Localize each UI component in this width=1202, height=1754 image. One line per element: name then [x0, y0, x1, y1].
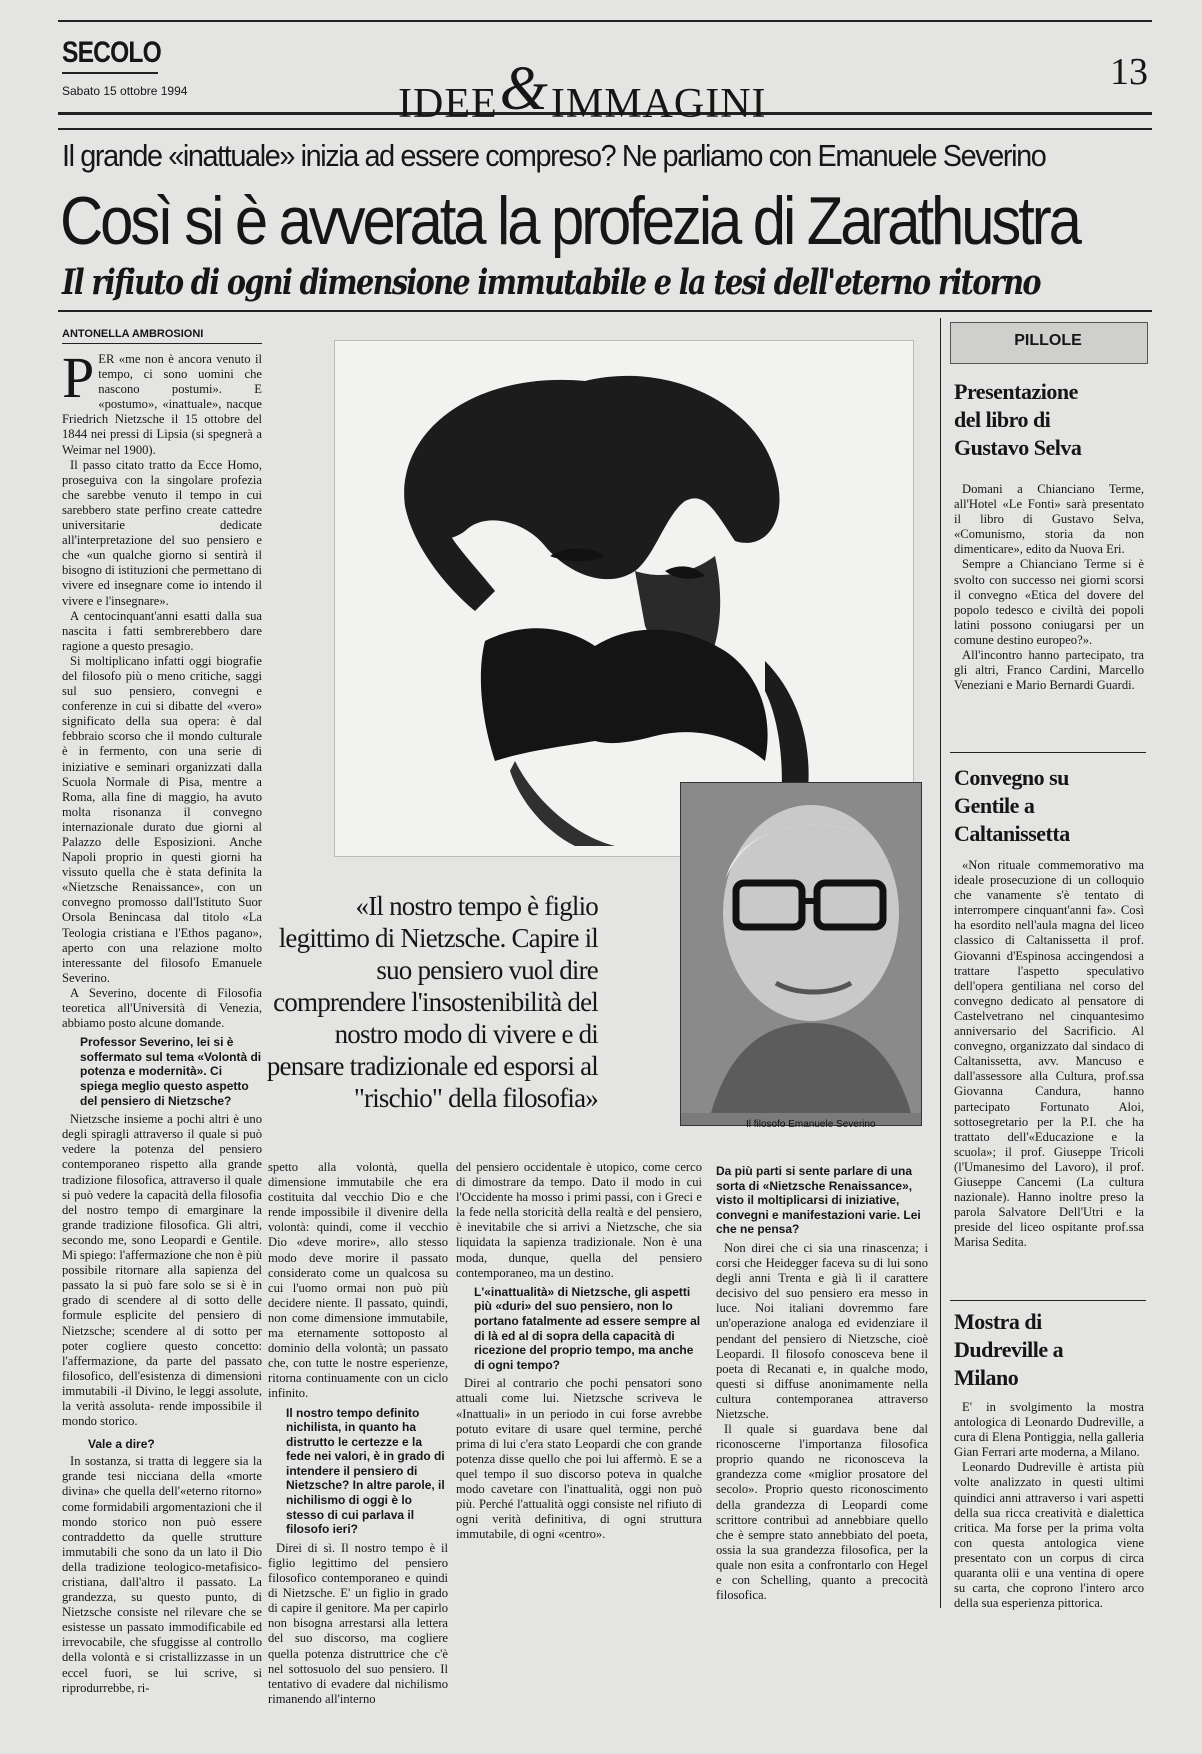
paper-name-underline — [62, 72, 158, 74]
article-column-3 — [456, 1160, 702, 1606]
sidebar-item-text — [954, 858, 1144, 1298]
article-column-4 — [716, 1160, 928, 1606]
article-column-2 — [268, 1160, 448, 1706]
sidebar-item-text — [954, 1400, 1144, 1611]
paragraph: Leonardo Dudreville è artista più volte analizzato in questi ultimi quindici anni attraverso i vari aspetti della sua ricca creatività e dialettica critica. Ma forse per la prima volta con questa antologica viene presentato con un corpus di circa quaranta olii e una ventina di opere su carta, che coprono l'intero arco della sua esperienza pittorica. — [954, 1460, 1144, 1611]
issue-date: Sabato 15 ottobre 1994 — [62, 84, 188, 98]
sidebar-separator — [950, 1300, 1146, 1301]
section-title — [398, 55, 767, 133]
nietzsche-portrait — [334, 340, 914, 857]
paragraph: ER «me non è ancora venuto il tempo, ci sono uomini che nascono postumi». E «postumo», «inattuale», nacque Friedrich Nietzsche il 15 ottobre del 1844 nei pressi di Lipsia (si spegnerà a Weimar nel 1900). — [62, 352, 262, 457]
paragraph: A centocinquant'anni esatti dalla sua nascita i fatti sembrerebbero dare ragione a questo presagio. — [62, 608, 262, 653]
sidebar-item-text — [954, 482, 1144, 718]
paragraph: E' in svolgimento la mostra antologica di Leonardo Dudreville, a cura di Elena Pontiggia, nella galleria Gian Ferrari arte moderna, a Milano. — [954, 1400, 1144, 1460]
sidebar-separator — [950, 752, 1146, 753]
sidebar-item-title: Convegno su Gentile a Caltanissetta — [954, 765, 1070, 846]
article-headline: Così si è avverata la profezia di Zarathustra — [60, 183, 1079, 259]
article-kicker: Il grande «inattuale» inizia ad essere compreso? Ne parliamo con Emanuele Severino — [62, 138, 1046, 173]
severino-photo-drawing — [681, 783, 921, 1113]
paragraph: Non direi che ci sia una rinascenza; i corsi che Heidegger faceva su di lui sono degli anni Trenta e già lì il carattere decisivo del suo pensiero era messo in luce. Noi italiani dovremmo fare un'operazione analoga ed evidenziare il pendant del pensiero di Nietzsche, cioè Leopardi. Il filosofo conosceva bene il poeta di Recanati e, in qualche modo, questi si diffuse anonimamente nella cultura contemporanea attraverso Nietzsche. — [716, 1240, 928, 1421]
top-rule — [58, 20, 1152, 22]
paragraph: In sostanza, si tratta di leggere sia la grande tesi nicciana della «morte divina» che quella dell'«eterno ritorno» come formidabili argomentazioni che il mondo storico non può essere contraddetto da quelle strutture immutabili che sono da un lato il Dio della tradizione teologico-metafisico-cristiana, dall'altro il passato. La grandezza, su questo punto, di Nietzsche consiste nel rilevare che se esistesse un passato immodificabile ed irrevocabile, che sfuggisse al controllo della volontà e si cristallizzasse in un eccel fuori, se lui scrive, si riprodurrebbe, ri- — [62, 1454, 262, 1695]
byline: ANTONELLA AMBROSIONI — [62, 328, 204, 340]
sidebar-item-title: Mostra di Dudreville a Milano — [954, 1309, 1064, 1390]
paragraph: spetto alla volontà, quella dimensione immutabile che era costituita dal vecchio Dio e che rende impossibile il divenire della volontà: quindi, come il vecchio Dio «deve morire», allo stesso modo deve morire il passato considerato come un qualcosa su cui l'uomo ormai non può più decidere niente. Il passato, quindi, non come dimensione immutabile, ma eternamente sottoposto al dominio della volontà; un passato che, con tutte le nostre esperienze, ritorna continuamente con un ciclo infinito. — [268, 1160, 448, 1401]
paragraph: A Severino, docente di Filosofia teoretica all'Università di Venezia, abbiamo posto alcune domande. — [62, 985, 262, 1031]
byline-rule — [62, 343, 262, 344]
pull-quote: «Il nostro tempo è figlio legittimo di Nietzsche. Capire il suo pensiero vuol dire comprendere l'insostenibilità del nostro modo di vivere e di pensare tradizionale ed esporsi al "rischio" della filosofia» — [266, 891, 598, 1113]
interview-question: Il nostro tempo definito nichilista, in quanto ha distrutto le certezze e la fede nei valori, è in grado di intendere il pensiero di Nietzsche? In altre parole, il nichilismo di oggi è lo stesso di cui parlava il filosofo ieri? — [286, 1405, 445, 1537]
paragraph: Nietzsche insieme a pochi altri è uno degli spiragli attraverso il quale si può vedere la potenza del pensiero contemporaneo rispetto alla grande tradizione filosofica, attraverso il quale si può vedere la capacità della filosofia del nostro tempo di emarginare la grande tradizione filosofica. Gli altri, secondo me, sono Leopardi e Gentile. Mi spiego: l'affermazione che non è più possibile ritornare alla sapienza del passato la si può fare solo se si è in grado di scendere al di sotto delle formule esplicite del pensiero di Nietzsche; scendere al di sotto per poter cogliere questo concetto: l'affermazione, da parte del passato filosofico, dell'esistenza di dimensioni immutabili -il Divino, le leggi assolute, la verità assoluta- rende impossibile il mondo storico. — [62, 1112, 262, 1429]
section-ampersand: & — [499, 55, 549, 123]
drop-cap: P — [62, 345, 95, 410]
page-number: 13 — [1110, 51, 1148, 93]
article-subhead: Il rifiuto di ogni dimensione immutabile e la tesi dell'eterno ritorno — [62, 262, 1040, 303]
paragraph: Domani a Chianciano Terme, all'Hotel «Le Fonti» sarà presentato il libro di Gustavo Selva, «Comunismo, storia da non dimenticare», edito da Nuova Eri. — [954, 482, 1144, 557]
paragraph: del pensiero occidentale è utopico, come cerco di dimostrare da tempo. Dato il modo in cui l'Occidente ha mosso i primi passi, con i Greci e la fede nella storicità della realtà e del pensiero, è inevitabile che si arrivi a Nietzsche, che sia liquidata la sapienza tradizionale. Non è una moda, dunque, quella del pensiero contemporaneo, ma un destino. — [456, 1160, 702, 1280]
paragraph: Direi al contrario che pochi pensatori sono attuali come lui. Nietzsche scriveva le «Inattuali» in un periodo in cui forse avrebbe potuto evitare di usare quel termine, perché prima di lui c'era stato Leopardi che con grande potenza disse quello che poi lui affermò. E se a quel tempo il suo discorso poteva in qualche modo cavetare con l'inattualità, oggi non può più. Perché l'attualità oggi consiste nel rifiuto di ogni verità definitiva, di ogni struttura immutabile, di ogni «centro». — [456, 1376, 702, 1542]
paragraph: Il passo citato tratto da Ecce Homo, proseguiva con la singolare profezia che sarebbe venuto il tempo in cui sarebbero state perfino create cattedre universitarie dedicate all'interpretazione del suo pensiero e che «un qualche giorno si sentirà il bisogno di istituzioni che permettano di vivere ed insegnare come io intendo il vivere e l'insegnare». — [62, 457, 262, 608]
interview-question: Vale a dire? — [88, 1437, 155, 1452]
interview-question: Da più parti si sente parlare di una sorta di «Nietzsche Renaissance», visto il moltiplicarsi di iniziative, convegni e manifestazioni varie. Lei che ne pensa? — [716, 1164, 921, 1237]
nietzsche-illustration — [335, 341, 913, 856]
paragraph: Sempre a Chianciano Terme si è svolto con successo nei giorni scorsi il convegno «Etica del dovere del popolo tedesco e civiltà dei popoli latini possono coniugarsi per un comune destino europeo?». — [954, 557, 1144, 647]
sidebar-divider — [940, 318, 941, 1608]
paragraph: Si moltiplicano infatti oggi biografie del filosofo più o meno critiche, saggi sul suo pensiero, convegni e conferenze in cui si dibatte del «vero» significato della sua opera: è dal febbraio scorso che il mondo culturale è in fermento, con una serie di iniziative e seminari organizzati dalla Scuola Normale di Pisa, mentre a Roma, alla fine di maggio, ha avuto molta risonanza il convegno internazionale durato due giorni al Palazzo delle Esposizioni. Anche Napoli proprio in questi giorni ha vissuto quella che è stata definita la «Nietzsche Renaissance», con un convegno promosso dall'Istituto Suor Orsola Benincasa dal titolo «La Teologia cristiana e l'Ethos pagano», aperto con una relazione molto interessante del filosofo Emanuele Severino. — [62, 653, 262, 985]
interview-question: L'«inattualità» di Nietzsche, gli aspetti più «duri» del suo pensiero, non lo portano fatalmente ad essere sempre al di là ed al di sopra della capacità di ricezione del proprio tempo, ma anche di ogni tempo? — [474, 1284, 701, 1372]
paragraph: All'incontro hanno partecipato, tra gli altri, Franco Cardini, Marcello Veneziani e Mario Bernardi Guardi. — [954, 648, 1144, 693]
paragraph: Direi di sì. Il nostro tempo è il figlio legittimo del pensiero filosofico contemporaneo e quindi di Nietzsche. E' un figlio in grado di capire il genitore. Ma per capirlo non bisogna arrestarsi alla lettera del suo discorso, ma cogliere quella potenza distruttrice che c'è nel sottosuolo del suo pensiero. Il tentativo di evadere dal nichilismo rimanendo all'interno — [268, 1540, 448, 1706]
photo-caption: Il filosofo Emanuele Severino — [746, 1119, 876, 1130]
sidebar-item-title: Presentazione del libro di Gustavo Selva — [954, 379, 1082, 460]
interview-question: Professor Severino, lei si è soffermato sul tema «Volontà di potenza e modernità». Ci spiega meglio questo aspetto del pensiero di Nietzsche? — [80, 1035, 262, 1108]
section-title-right: IMMAGINI — [550, 81, 767, 127]
sidebar-label: PILLOLE — [1014, 332, 1082, 349]
article-column-1 — [62, 345, 262, 1695]
severino-photo — [680, 782, 922, 1126]
paragraph: «Non rituale commemorativo ma ideale prosecuzione di un colloquio che vanamente s'è tentato di interrompere cinquant'anni fa». Così ha esordito nell'aula magna del liceo classico di Caltanissetta il prof. Giovanni d'Espinosa accingendosi a trattare l'aspetto speculativo dell'opera gentiliana nel corso del convegno dedicato al pensatore di Castelvetrano nel cinquantesimo anniversario del Sacrificio. Al convegno, organizzato dal sindaco di Caltanissetta, avv. Mancuso e dall'assessore alla Cultura, prof.ssa Giovanna Candura, hanno partecipato Fortunato Aloi, sottosegretario per la P.I. che ha trattato dell'«Educazione e la scuola»; il prof. Giuseppe Tricoli (l'Umanesimo del Lavoro), il prof. Giuseppe Cancemi (La cultura nazionale). Hanno inoltre preso la parola Salvatore Dell'Utri e la preside del liceo ospitante prof.ssa Marisa Sedita. — [954, 858, 1144, 1250]
section-title-left: IDEE — [398, 81, 498, 127]
paragraph: Il quale si guardava bene dal riconoscerne l'importanza filosofica proprio quando ne riconosceva la grandezza come «miglior prosatore del secolo». Proprio questo riconoscimento della grandezza di Leopardi come scrittore contribuì ad annebbiare quello che è sempre stato annebbiato del poeta, ossia la sua grandezza filosofica, per la quale non esita a confrontarlo con Hegel e con Schelling, quanto a precocità filosofica. — [716, 1422, 928, 1603]
paper-name: SECOLO — [62, 36, 161, 69]
